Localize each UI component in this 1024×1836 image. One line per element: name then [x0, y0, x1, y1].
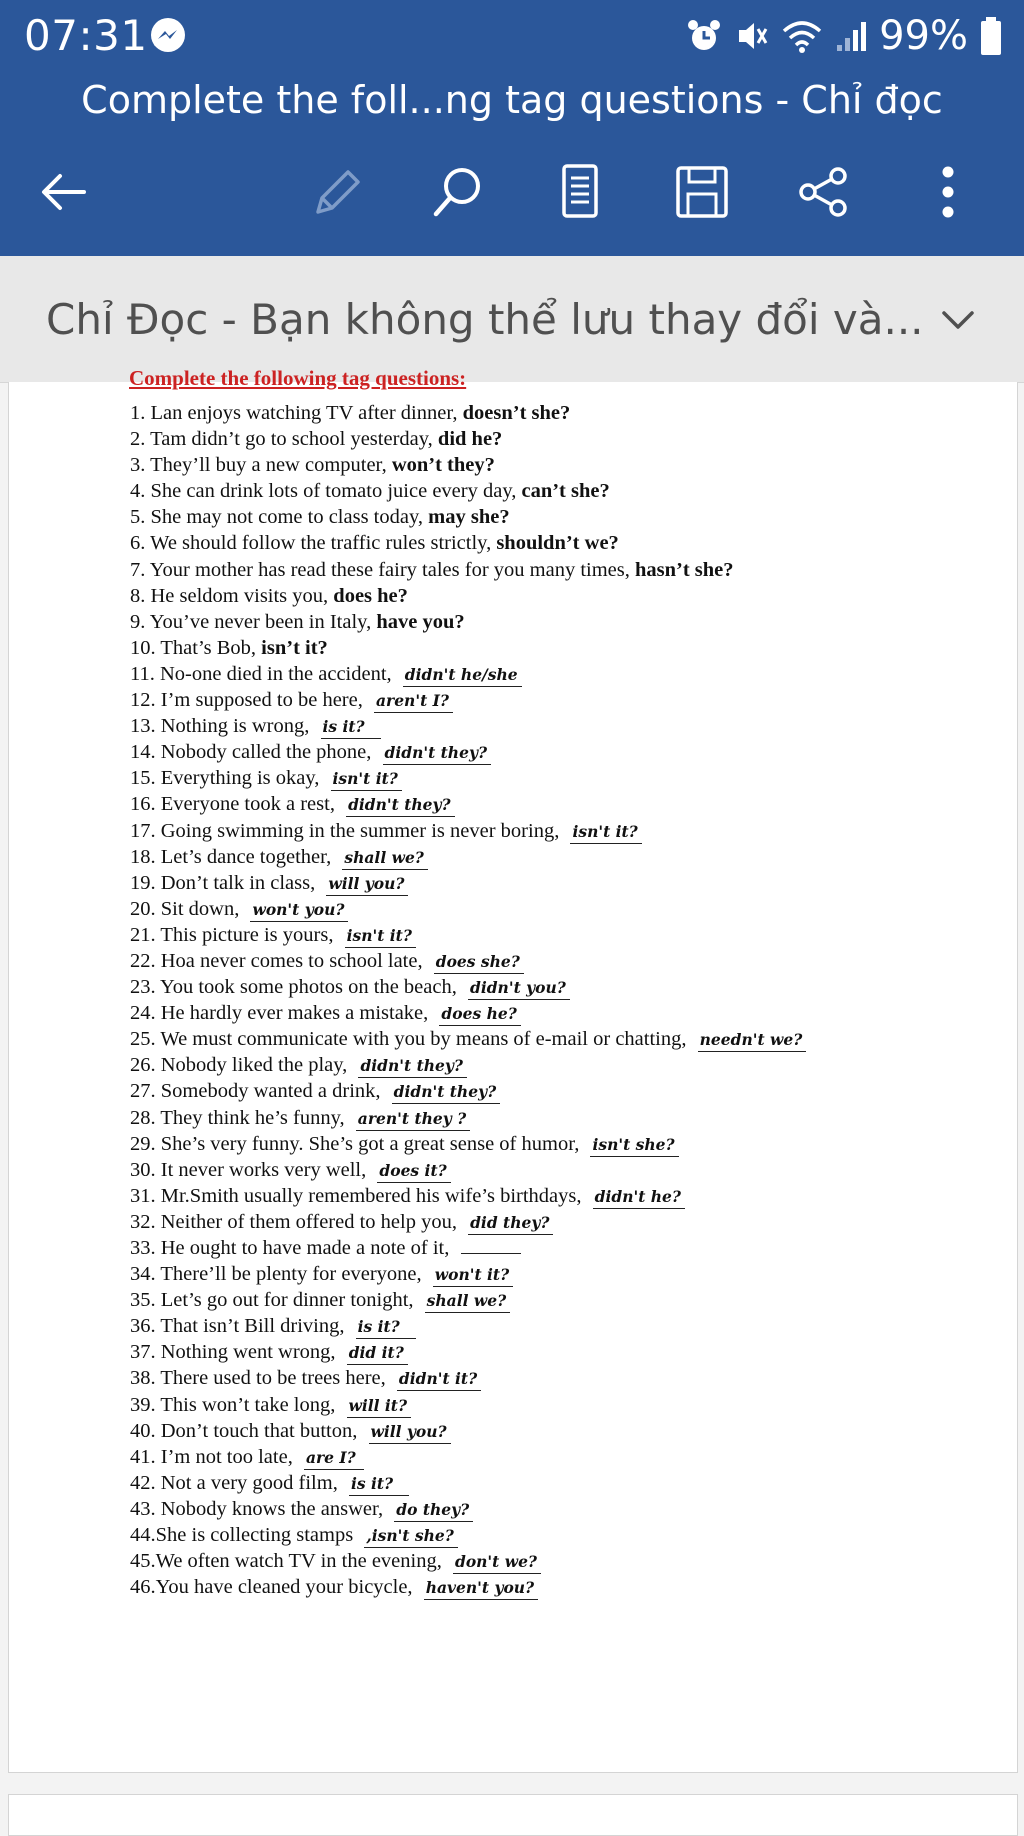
answer-blank: shall we? [425, 1291, 511, 1313]
reading-view-icon [556, 162, 604, 222]
share-icon [794, 162, 854, 222]
question-tag: may she? [428, 506, 510, 529]
question-text: 33. He ought to have made a note of it, [130, 1237, 450, 1259]
answer-blank: haven't you? [424, 1578, 538, 1600]
question-text: 37. Nothing went wrong, [130, 1341, 336, 1364]
answer-blank: does it? [377, 1161, 450, 1183]
question-text: 46.You have cleaned your bicycle, [130, 1576, 413, 1599]
question-text: 41. I’m not too late, [130, 1445, 293, 1468]
question-item [130, 1157, 1010, 1183]
question-item [130, 1287, 1010, 1313]
answer-blank: don't we? [453, 1552, 541, 1574]
question-item [130, 1313, 1010, 1339]
question-item [130, 1052, 1010, 1078]
app-bar [0, 0, 1024, 256]
answer-blank: didn't they? [358, 1056, 467, 1078]
answer-blank: isn't it? [345, 926, 416, 948]
answer-blank: did they? [468, 1213, 553, 1235]
answer-blank: is it? [356, 1317, 416, 1339]
question-text: 30. It never works very well, [130, 1158, 367, 1181]
question-item [130, 1418, 1010, 1444]
question-text: 3. They’ll buy a new computer, [130, 454, 387, 477]
toolbar [0, 150, 1024, 234]
read-only-message: Chỉ Đọc - Bạn không thể lưu thay đổi và... [46, 295, 924, 344]
search-button[interactable] [416, 150, 500, 234]
more-options-icon [938, 162, 958, 222]
question-text: 25. We must communicate with you by means of e-mail or chatting, [130, 1028, 687, 1051]
question-item [130, 1444, 1010, 1470]
answer-blank: isn't she? [590, 1135, 678, 1157]
question-item [130, 1261, 1010, 1287]
question-item [130, 426, 1010, 452]
question-item [130, 1574, 1010, 1600]
question-item [130, 713, 1010, 739]
question-text: 29. She’s very funny. She’s got a great sense of humor, [130, 1132, 580, 1155]
save-icon [672, 162, 732, 222]
question-tag: doesn’t she? [462, 402, 571, 424]
question-text: 34. There’ll be plenty for everyone, [130, 1263, 422, 1286]
question-text: 38. There used to be trees here, [130, 1367, 386, 1390]
answer-blank: does she? [434, 952, 524, 974]
question-tag: shouldn’t we? [496, 532, 619, 555]
question-item [130, 1235, 1010, 1261]
question-tag: won’t they? [391, 454, 495, 477]
more-options-button[interactable] [906, 150, 990, 234]
answer-blank: didn't it? [397, 1369, 481, 1391]
question-item [130, 1209, 1010, 1235]
answer-blank: didn't you? [468, 978, 570, 1000]
question-tag: hasn’t she? [634, 558, 734, 581]
question-item [130, 739, 1010, 765]
answer-blank: is it? [349, 1474, 409, 1496]
question-item [130, 1522, 1010, 1548]
question-item [130, 1131, 1010, 1157]
question-text: 43. Nobody knows the answer, [130, 1497, 384, 1520]
answer-blank: won't you? [250, 900, 348, 922]
status-time: 07:31 [24, 11, 148, 60]
question-text: 11. No-one died in the accident, [130, 662, 392, 685]
answer-blank: aren't I? [374, 691, 453, 713]
answer-blank: shall we? [342, 848, 428, 870]
document-page[interactable] [8, 366, 1018, 1773]
question-text: 15. Everything is okay, [130, 767, 320, 790]
question-text: 20. Sit down, [130, 897, 240, 920]
answer-blank: didn't they? [383, 743, 492, 765]
answer-blank: will you? [326, 874, 408, 896]
question-item [130, 400, 1010, 426]
question-text: 8. He seldom visits you, [130, 584, 329, 607]
question-text: 26. Nobody liked the play, [130, 1054, 348, 1077]
question-item [130, 1470, 1010, 1496]
wifi-icon [781, 17, 823, 55]
battery-icon [980, 16, 1002, 56]
question-text: 19. Don’t talk in class, [130, 871, 316, 894]
question-text: 21. This picture is yours, [130, 923, 334, 946]
question-item [130, 583, 1010, 609]
question-text: 9. You’ve never been in Italy, [130, 610, 372, 633]
edit-pencil-icon [306, 162, 366, 222]
question-text: 31. Mr.Smith usually remembered his wife’s birthdays, [130, 1184, 582, 1207]
question-text: 18. Let’s dance together, [130, 845, 332, 868]
answer-blank: did it? [347, 1343, 408, 1365]
answer-blank: is it? [321, 717, 381, 739]
question-text: 13. Nothing is wrong, [130, 715, 310, 738]
question-item [130, 896, 1010, 922]
question-text: 1. Lan enjoys watching TV after dinner, [130, 402, 458, 424]
question-item [130, 1365, 1010, 1391]
battery-percent: 99% [879, 13, 968, 59]
answer-blank: didn't they? [346, 795, 455, 817]
question-list [130, 400, 1010, 1600]
question-tag: does he? [333, 584, 408, 607]
document-title: Complete the foll...ng tag questions - Chỉ đọc [81, 78, 943, 122]
status-icons [685, 10, 1002, 62]
back-button[interactable] [22, 150, 106, 234]
question-text: 42. Not a very good film, [130, 1471, 338, 1494]
question-item [130, 765, 1010, 791]
question-text: 16. Everyone took a rest, [130, 793, 335, 816]
answer-blank: will you? [369, 1422, 451, 1444]
question-text: 36. That isn’t Bill driving, [130, 1315, 345, 1338]
question-text: 17. Going swimming in the summer is never boring, [130, 819, 560, 842]
question-item [130, 1339, 1010, 1365]
question-item [130, 1183, 1010, 1209]
question-text: 27. Somebody wanted a drink, [130, 1080, 381, 1103]
question-tag: can’t she? [521, 480, 610, 503]
question-item [130, 1496, 1010, 1522]
share-button[interactable] [782, 150, 866, 234]
question-text: 40. Don’t touch that button, [130, 1419, 358, 1442]
status-bar [0, 0, 1024, 72]
answer-blank: will it? [347, 1396, 412, 1418]
question-text: 14. Nobody called the phone, [130, 741, 372, 764]
page-heading: Complete the following tag questions: [129, 366, 467, 390]
chevron-down-icon[interactable] [936, 298, 980, 342]
question-text: 22. Hoa never comes to school late, [130, 949, 423, 972]
answer-blank: are I? [304, 1448, 364, 1470]
answer-blank: didn't they? [392, 1082, 501, 1104]
question-item [130, 948, 1010, 974]
answer-blank: ,isn't she? [364, 1526, 458, 1548]
question-item [130, 635, 1010, 661]
question-item [130, 1000, 1010, 1026]
question-item [130, 1392, 1010, 1418]
signal-icon [835, 17, 867, 55]
question-tag: have you? [376, 610, 465, 633]
question-text: 12. I’m supposed to be here, [130, 689, 363, 712]
answer-blank: didn't he? [593, 1187, 685, 1209]
question-item [130, 1105, 1010, 1131]
read-only-banner[interactable] [0, 256, 1024, 383]
alarm-icon [685, 17, 723, 55]
question-text: 5. She may not come to class today, [130, 506, 424, 529]
question-item [130, 791, 1010, 817]
answer-blank: needn't we? [698, 1030, 807, 1052]
answer-blank: didn't he/she [403, 665, 522, 687]
question-item [130, 687, 1010, 713]
question-item [130, 1026, 1010, 1052]
question-tag: did he? [437, 428, 503, 451]
back-arrow-icon [36, 164, 92, 220]
question-text: 28. They think he’s funny, [130, 1106, 345, 1129]
answer-blank: does he? [439, 1004, 520, 1026]
question-item [130, 870, 1010, 896]
question-text: 44.She is collecting stamps [130, 1524, 354, 1547]
question-text: 6. We should follow the traffic rules strictly, [130, 532, 492, 555]
question-item [130, 478, 1010, 504]
answer-blank: aren't they ? [356, 1109, 470, 1131]
answer-blank: won't it? [433, 1265, 513, 1287]
reading-view-button[interactable] [538, 150, 622, 234]
question-item [130, 557, 1010, 583]
question-text: 35. Let’s go out for dinner tonight, [130, 1289, 414, 1312]
answer-blank: do they? [394, 1500, 473, 1522]
question-text: 23. You took some photos on the beach, [130, 976, 457, 999]
mute-icon [735, 17, 769, 55]
question-text: 2. Tam didn’t go to school yesterday, [130, 428, 433, 451]
next-document-page [8, 1794, 1018, 1836]
question-text: 45.We often watch TV in the evening, [130, 1550, 442, 1573]
question-item [130, 922, 1010, 948]
question-tag: isn’t it? [261, 636, 328, 659]
question-text: 24. He hardly ever makes a mistake, [130, 1002, 429, 1025]
question-text: 4. She can drink lots of tomato juice every day, [130, 480, 517, 503]
question-text: 10. That’s Bob, [130, 636, 257, 659]
answer-blank: isn't it? [331, 769, 402, 791]
question-item [130, 530, 1010, 556]
question-text: 7. Your mother has read these fairy tales for you many times, [130, 558, 630, 581]
question-item [130, 504, 1010, 530]
question-item [130, 609, 1010, 635]
question-item [130, 1078, 1010, 1104]
question-item [130, 661, 1010, 687]
question-item [130, 818, 1010, 844]
question-text: 39. This won’t take long, [130, 1393, 336, 1416]
messenger-icon [148, 16, 188, 56]
question-text: 32. Neither of them offered to help you, [130, 1210, 457, 1233]
question-item [130, 452, 1010, 478]
answer-blank [461, 1252, 521, 1254]
question-item [130, 1548, 1010, 1574]
question-item [130, 974, 1010, 1000]
edit-button[interactable] [294, 150, 378, 234]
question-item [130, 844, 1010, 870]
search-icon [428, 162, 488, 222]
answer-blank: isn't it? [570, 822, 641, 844]
save-button[interactable] [660, 150, 744, 234]
